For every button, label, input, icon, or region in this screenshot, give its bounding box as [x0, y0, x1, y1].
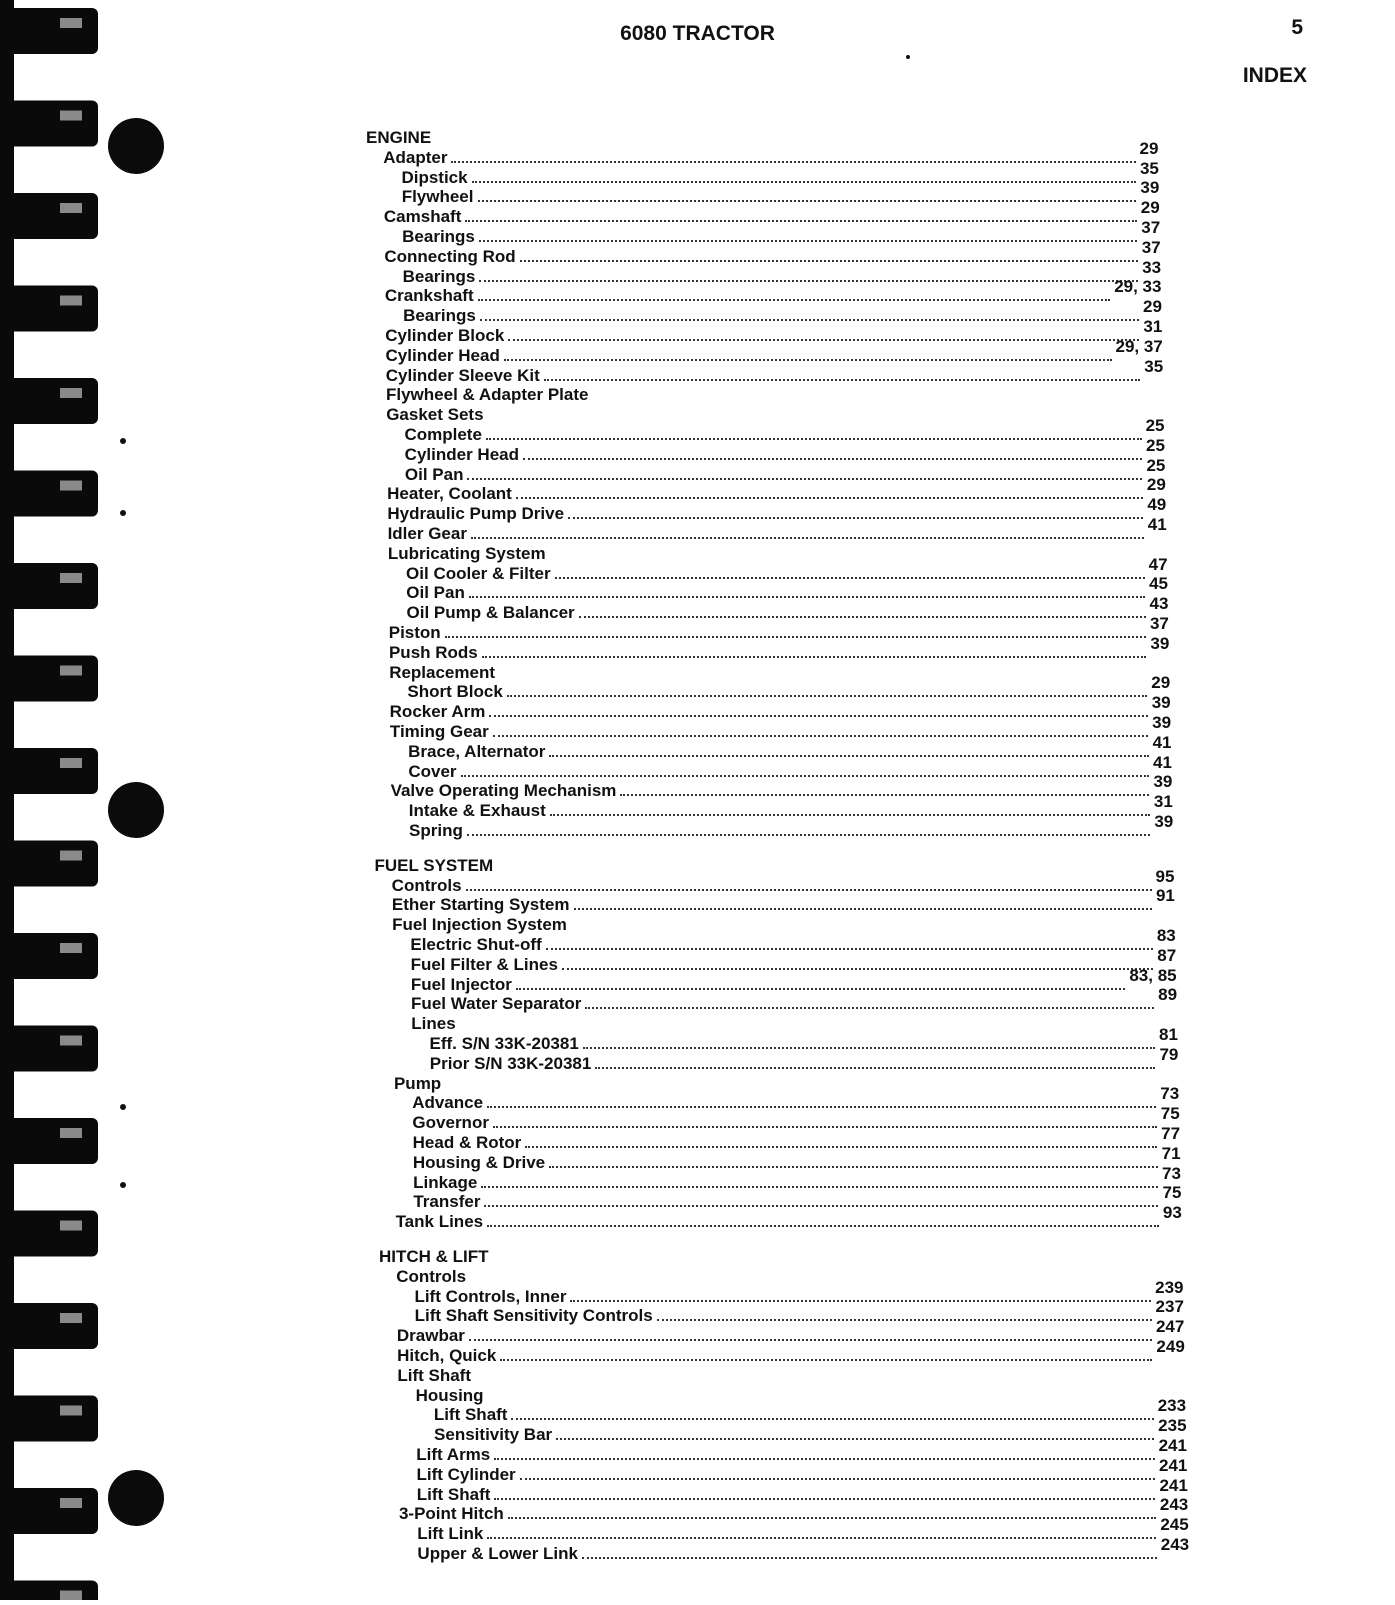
index-entry-label: Bearings [402, 266, 476, 286]
dot-leader [467, 478, 1142, 480]
index-entry-label: Complete [404, 425, 482, 444]
index-entry-page: 29 [1140, 198, 1160, 218]
index-entry-page: 41 [1152, 732, 1172, 752]
index-entry [407, 673, 1171, 702]
index-entry-page: 93 [1162, 1203, 1182, 1223]
index-entry-label: Lubricating System [387, 543, 546, 563]
index-entry-label: Bearings [403, 306, 476, 326]
index-entry-label: Housing & Drive [412, 1152, 546, 1172]
dot-leader [482, 656, 1147, 658]
index-entry-label: Sensitivity Bar [434, 1425, 553, 1445]
dot-leader [469, 596, 1145, 598]
index-entry [410, 965, 1177, 995]
index-entry-label: Advance [412, 1093, 484, 1113]
index-entry [406, 574, 1169, 603]
index-entry-label: Cylinder Sleeve Kit [385, 365, 540, 385]
index-entry-page: 39 [1152, 713, 1172, 732]
index-entry [408, 732, 1172, 762]
index-entry-page: 239 [1155, 1277, 1184, 1297]
index-entry-label: Governor [412, 1113, 489, 1133]
index-entry-label: Upper & Lower Link [417, 1544, 578, 1563]
index-entry-page: 243 [1160, 1535, 1190, 1554]
index-entry-label: 3-Point Hitch [398, 1504, 504, 1524]
dot-leader [546, 948, 1153, 950]
dot-leader [508, 1517, 1156, 1519]
index-entry [387, 495, 1167, 524]
index-entry [392, 915, 1175, 935]
index-entry-label: Lines [411, 1014, 456, 1034]
index-entry-page: 29 [1142, 297, 1162, 317]
index-entry-page: 95 [1155, 866, 1175, 886]
index-entry [384, 237, 1161, 267]
index-entry [390, 772, 1173, 801]
dot-leader [620, 794, 1149, 796]
dot-leader [479, 240, 1137, 242]
dot-leader [549, 1166, 1157, 1168]
dot-leader [574, 908, 1152, 910]
dot-leader [493, 1126, 1157, 1128]
dot-leader [595, 1067, 1155, 1069]
index-entry [396, 1267, 1183, 1287]
index-entry-page: 91 [1155, 886, 1175, 906]
index-entry-label: Lift Arms [416, 1445, 491, 1464]
index-entry-label: Lift Controls, Inner [414, 1286, 567, 1306]
index-entry-page: 43 [1149, 594, 1169, 614]
index-entry-page: 87 [1157, 945, 1177, 965]
index-entry [413, 1163, 1181, 1193]
index-entry-label: Adapter [383, 147, 448, 167]
index-entry [412, 1104, 1180, 1133]
index-entry [397, 1366, 1185, 1386]
index-entry-label: Fuel Filter & Lines [410, 954, 558, 974]
index-entry-label: Controls [391, 875, 462, 895]
index-entry-page: 77 [1161, 1124, 1181, 1143]
dot-leader [520, 260, 1138, 262]
index-entry [387, 475, 1166, 504]
index-entry-page: 249 [1156, 1337, 1185, 1356]
dot-leader [516, 497, 1143, 499]
index-entry [412, 1143, 1181, 1173]
index-entry-page: 41 [1153, 752, 1172, 772]
dot-leader [550, 814, 1150, 816]
index-entry-page: 37 [1141, 237, 1161, 257]
dot-leader [583, 1047, 1155, 1049]
index-entry [398, 1495, 1189, 1524]
index-entry [417, 1515, 1189, 1544]
index-entry-label: Pump [393, 1073, 442, 1093]
index-entry-label: Dipstick [401, 167, 468, 187]
index-entry-label: Push Rods [388, 642, 478, 662]
index-entry [401, 158, 1159, 188]
index-entry-page: 39 [1154, 812, 1174, 831]
index-entry-label: Electric Shut-off [410, 935, 542, 954]
index-entry-page: 75 [1162, 1183, 1182, 1203]
dot-leader [507, 695, 1147, 697]
index-entry-page: 41 [1147, 515, 1167, 534]
index-entry-label: Intake & Exhaust [408, 801, 546, 821]
dot-leader [508, 339, 1139, 341]
index-entry-label: Hydraulic Pump Drive [387, 504, 565, 524]
index-entry [395, 1203, 1182, 1232]
index-entry-label: Oil Pump & Balancer [406, 603, 575, 623]
index-entry-page: 31 [1153, 792, 1173, 812]
index-entry-label: Fuel Injection System [392, 915, 567, 935]
dot-leader [486, 438, 1142, 440]
index-entry [412, 1084, 1180, 1113]
index-entry-label: Transfer [413, 1192, 481, 1212]
index-entry-page: 39 [1150, 633, 1170, 653]
index-entry-label: Spring [409, 821, 463, 840]
index-entry-page: 245 [1160, 1515, 1189, 1535]
index-entry-label: Cover [408, 761, 457, 781]
index-entry [391, 866, 1175, 896]
dot-leader [657, 1319, 1152, 1321]
index-entry [386, 385, 1164, 405]
dot-leader [445, 636, 1146, 638]
index-entry [409, 812, 1174, 841]
section-heading: ENGINE [366, 128, 432, 147]
dot-leader [471, 537, 1144, 539]
dot-leader [568, 517, 1143, 519]
index-entry [384, 277, 1162, 306]
index-entry [404, 416, 1165, 445]
index-entry-label: Linkage [413, 1172, 478, 1192]
index-entry-label: Camshaft [383, 207, 462, 227]
index-entry [411, 985, 1178, 1014]
index-entry-label: Short Block [407, 682, 503, 702]
index-entry [416, 1386, 1186, 1406]
index-entry-label: Oil Pan [406, 583, 465, 603]
index-entry-page: 39 [1140, 178, 1160, 198]
index-entry [391, 886, 1175, 915]
index-entry-page: 49 [1147, 495, 1167, 515]
index-entry-page: 29 [1146, 475, 1166, 495]
index-entry-label: Connecting Rod [384, 246, 516, 266]
dot-leader [570, 1300, 1151, 1302]
dot-leader [489, 715, 1147, 717]
dot-leader [562, 968, 1153, 970]
index-entry-label: Lift Link [417, 1524, 484, 1544]
index-entry [388, 544, 1167, 564]
index-entry [385, 336, 1163, 366]
dot-leader [479, 280, 1138, 282]
index-entry-label: Fuel Injector [410, 974, 512, 994]
index-heading: INDEX [1242, 64, 1307, 87]
index-entry [404, 435, 1165, 465]
index-entry [402, 218, 1161, 247]
index-entry-page: 29 [1139, 138, 1159, 158]
dot-leader [480, 319, 1139, 321]
index-entry-page: 37 [1141, 218, 1161, 237]
index-entry-page: 241 [1159, 1455, 1188, 1475]
dot-leader [516, 988, 1125, 990]
index-entry [404, 455, 1166, 485]
dot-leader [469, 1339, 1152, 1341]
index-entry [389, 693, 1171, 722]
index-entry [413, 1183, 1182, 1212]
dot-leader [523, 458, 1142, 460]
index-entry-label: Heater, Coolant [387, 484, 512, 504]
dot-leader [466, 889, 1152, 891]
dot-leader [465, 220, 1136, 222]
dot-leader [585, 1007, 1154, 1009]
index-entry-page: 39 [1151, 693, 1171, 713]
dot-leader [487, 1537, 1156, 1539]
index-entry-page: 81 [1159, 1025, 1178, 1044]
index-entry [410, 926, 1176, 955]
index-entry-page: 237 [1155, 1297, 1184, 1317]
dot-leader [494, 1458, 1154, 1460]
index-entry-page: 47 [1148, 554, 1168, 574]
index-entry-label: Crankshaft [384, 286, 474, 306]
section-heading: FUEL SYSTEM [374, 855, 494, 875]
index-entry-label: Fuel Water Separator [411, 994, 582, 1014]
index-entry [394, 1074, 1179, 1094]
index-entry-page: 73 [1162, 1163, 1181, 1183]
index-entry-label: Drawbar [396, 1326, 465, 1346]
index-entry [385, 356, 1164, 386]
dot-leader [504, 359, 1112, 361]
index-entry-page: 89 [1158, 985, 1178, 1005]
dot-leader [520, 1478, 1155, 1480]
index-entry [406, 554, 1168, 584]
dot-leader [481, 1186, 1158, 1188]
dot-leader [555, 577, 1145, 579]
index-entry-page: 33 [1142, 257, 1162, 277]
dot-leader [478, 200, 1137, 202]
index-entry-page: 29, 33 [1114, 277, 1162, 297]
index-entry [417, 1535, 1190, 1564]
index-entry-label: Idler Gear [387, 524, 467, 543]
index-entry-label: Bearings [402, 227, 475, 246]
index-entry-page: 35 [1144, 356, 1164, 376]
index-entry-page: 83, 85 [1129, 965, 1177, 985]
page-title: 6080 TRACTOR [620, 22, 775, 45]
dot-leader [511, 1418, 1153, 1420]
index-entry [401, 178, 1160, 207]
index-entry-label: Brace, Alternator [408, 741, 546, 761]
index-entry-label: Tank Lines [395, 1212, 484, 1232]
index-entry-page: 71 [1161, 1143, 1181, 1163]
dot-leader [472, 181, 1136, 183]
index-entry-page: 45 [1149, 574, 1169, 594]
index-entry [416, 1455, 1188, 1485]
index-entry-page: 29, 37 [1115, 336, 1163, 356]
index-entry-page: 75 [1160, 1104, 1180, 1124]
dot-leader [467, 834, 1150, 836]
index-entry-label: Replacement [389, 662, 496, 682]
index-entry [433, 1396, 1187, 1425]
index-entry-label: Housing [415, 1385, 484, 1405]
index-entry-page: 25 [1146, 435, 1165, 455]
index-entry-label: Cylinder Block [385, 326, 505, 345]
index-entry-page: 79 [1159, 1044, 1179, 1064]
index-entry-page: 31 [1143, 317, 1163, 336]
index-entry-page: 243 [1159, 1495, 1189, 1515]
index-entry [396, 1317, 1185, 1346]
index-entry-label: Ether Starting System [391, 895, 570, 915]
dot-leader [544, 379, 1141, 381]
index-entry-page: 241 [1159, 1475, 1188, 1495]
index-entry-label: Cylinder Head [385, 345, 500, 365]
index-entry [387, 515, 1167, 544]
index-entry-page: 235 [1158, 1416, 1187, 1436]
dot-leader [549, 755, 1148, 757]
index-entry [408, 792, 1173, 821]
index-entry-label: Lift Cylinder [416, 1464, 516, 1484]
index-entry-label: Lift Shaft [433, 1405, 508, 1425]
dot-leader [582, 1557, 1157, 1559]
index-entry-label: Flywheel & Adapter Plate [385, 385, 589, 405]
dot-leader [451, 161, 1135, 163]
index-entry-label: Controls [396, 1266, 467, 1286]
index-entry [406, 594, 1169, 623]
dot-leader [493, 735, 1148, 737]
index-entry-label: Piston [388, 623, 441, 642]
index-entry-page: 247 [1155, 1317, 1185, 1337]
index-entry-label: Lift Shaft Sensitivity Controls [414, 1306, 653, 1326]
index-entry-page: 73 [1160, 1084, 1180, 1104]
index-entry-page: 83 [1156, 926, 1176, 945]
index-entry-label: Oil Cooler & Filter [406, 563, 551, 583]
index-entry [416, 1436, 1187, 1465]
index-entry-label: Prior S/N 33K-20381 [429, 1053, 592, 1073]
index-entry [429, 1044, 1179, 1074]
dot-leader [500, 1359, 1152, 1361]
index-entry-page: 37 [1149, 614, 1169, 633]
index-entry-label: Gasket Sets [386, 405, 484, 425]
index-entry-label: Lift Shaft [416, 1484, 491, 1504]
index-entry-label: Rocker Arm [389, 702, 486, 722]
index-entry [408, 752, 1172, 782]
index-entry-page: 25 [1146, 455, 1166, 475]
index-entry [414, 1297, 1184, 1326]
dot-leader [487, 1106, 1156, 1108]
index-entry [429, 1025, 1178, 1054]
index-entry [397, 1337, 1185, 1366]
dot-leader [478, 299, 1111, 301]
index-entry-label: Head & Rotor [412, 1133, 522, 1152]
index-entry [383, 198, 1160, 227]
dot-leader [525, 1146, 1157, 1148]
index-entry-label: Valve Operating Mechanism [390, 781, 617, 801]
index-entry-label: Hitch, Quick [397, 1346, 497, 1365]
index-entry-page: 233 [1157, 1396, 1187, 1416]
index-entry-page: 29 [1151, 673, 1171, 693]
index-entry [388, 614, 1169, 643]
index-entry-label: Timing Gear [389, 722, 489, 741]
index-entry-page: 25 [1145, 416, 1165, 435]
index-entry-label: Eff. S/N 33K-20381 [429, 1034, 579, 1053]
section-heading: HITCH & LIFT [378, 1247, 489, 1266]
index-entry-page: 35 [1139, 158, 1159, 178]
index-entry-page: 39 [1153, 772, 1173, 792]
index-entry [434, 1416, 1187, 1445]
dot-leader [494, 1498, 1155, 1500]
index-entry-label: Oil Pan [404, 464, 464, 484]
index-entry [386, 405, 1164, 425]
index-entry-label: Flywheel [401, 187, 474, 207]
dot-leader [556, 1438, 1154, 1440]
index-entry-label: Lift Shaft [397, 1365, 471, 1385]
index-entry [403, 297, 1162, 326]
index-entry [388, 633, 1170, 663]
page-number: 5 [1291, 16, 1303, 39]
index-entry [410, 945, 1177, 975]
index-entry [416, 1475, 1188, 1505]
dot-leader [487, 1225, 1159, 1227]
index-entry [411, 1014, 1177, 1034]
dot-leader [484, 1205, 1158, 1207]
dot-leader [461, 775, 1149, 777]
index-entry-label: Cylinder Head [404, 444, 519, 464]
index-entry [389, 663, 1170, 683]
dot-leader [579, 616, 1146, 618]
index-entry-page: 241 [1158, 1436, 1187, 1455]
